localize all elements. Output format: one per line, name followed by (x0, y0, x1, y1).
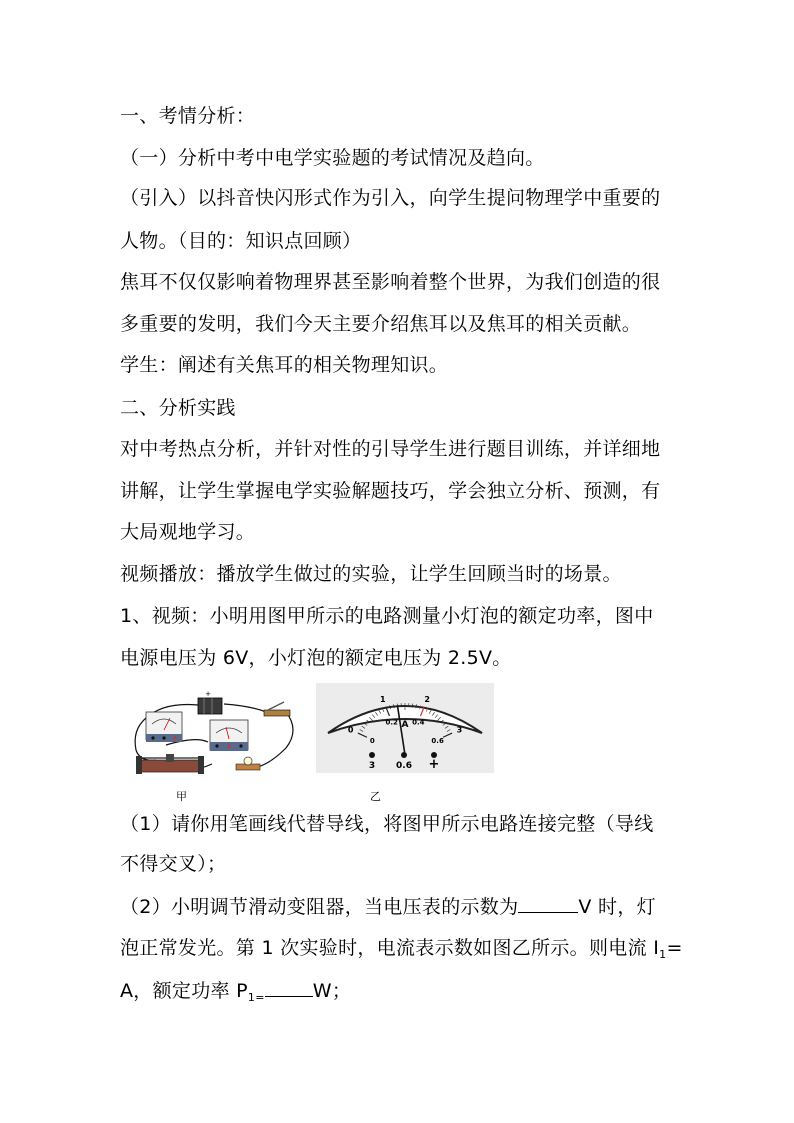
paragraph-line: 视频播放：播放学生做过的实验，让学生回顾当时的场景。 (120, 563, 622, 585)
answer-blank-power[interactable] (265, 978, 313, 997)
terminal-post (401, 752, 407, 758)
terminal-label: 0.6 (396, 761, 412, 771)
dial-top-label: 2 (424, 695, 430, 705)
subscript: 1 (659, 948, 667, 961)
question-2-text: （2）小明调节滑动变阻器，当电压表的示数为 (120, 896, 519, 918)
dial-bottom-label: 0.2 (385, 718, 398, 727)
dial-top-label: 1 (380, 695, 386, 705)
svg-text:+: + (205, 690, 211, 698)
dial-unit-letter: A (401, 720, 409, 730)
question-2-text: V 时，灯 (578, 896, 656, 918)
paragraph-line: （一）分析中考中电学实验题的考试情况及趋向。 (120, 147, 545, 169)
answer-blank-voltage[interactable] (518, 894, 578, 913)
question-2-text: W； (312, 980, 352, 1002)
paragraph-line: 多重要的发明，我们今天主要介绍焦耳以及焦耳的相关贡献。 (120, 313, 642, 335)
paragraph-line: 讲解，让学生掌握电学实验解题技巧，学会独立分析、预测，有 (120, 480, 661, 502)
figure-caption-right: 乙 (370, 790, 381, 803)
paragraph-line: 学生：阐述有关焦耳的相关物理知识。 (120, 354, 449, 376)
rheostat (136, 754, 204, 774)
question-intro: 1、视频：小明用图甲所示的电路测量小灯泡的额定功率，图中 (120, 605, 654, 627)
wire (224, 704, 266, 712)
lamp (236, 757, 260, 770)
wire (250, 712, 293, 768)
question-1-cont: 不得交叉）； (120, 853, 227, 875)
section-heading-1: 一、考情分析： (120, 105, 256, 127)
question-2-text: A，额定功率 P (120, 980, 248, 1002)
dial-top-label: 0 (347, 725, 354, 735)
paragraph-line: 大局观地学习。 (120, 521, 256, 543)
ammeter (210, 720, 248, 751)
figure-caption-left: 甲 (176, 790, 187, 803)
battery (198, 690, 222, 714)
dial-top-label: 3 (456, 725, 463, 735)
paragraph-line: （引入）以抖音快闪形式作为引入，向学生提问物理学中重要的 (120, 187, 661, 209)
terminal-label: + (428, 757, 440, 772)
question-2-cont (120, 936, 683, 967)
question-2 (120, 894, 656, 919)
terminal-label: 3 (368, 761, 376, 771)
ammeter-dial-figure (316, 683, 494, 773)
paragraph-line: 对中考热点分析，并针对性的引导学生进行题目训练，并详细地 (120, 438, 661, 460)
dial-bottom-label: 0.6 (431, 736, 444, 745)
section-heading-2: 二、分析实践 (120, 397, 236, 419)
terminal-post (369, 752, 375, 758)
question-1: （1）请你用笔画线代替导线，将图甲所示电路连接完整（导线 (120, 813, 654, 835)
dial-bottom-label: 0 (369, 736, 375, 745)
question-2-text: = (666, 937, 683, 959)
paragraph-line: 焦耳不仅仅影响着物理界甚至影响着整个世界，为我们创造的很 (120, 271, 661, 293)
question-intro: 电源电压为 6V，小灯泡的额定电压为 2.5V。 (120, 647, 512, 669)
subscript: 1= (247, 991, 265, 1004)
question-2-text: 泡正常发光。第 1 次实验时，电流表示数如图乙所示。则电流 I (120, 937, 660, 959)
voltmeter (146, 712, 182, 742)
dial-bottom-label: 0.4 (412, 718, 425, 727)
switch (264, 702, 290, 716)
circuit-figure (126, 690, 302, 780)
paragraph-line: 人物。（目的：知识点回顾） (120, 230, 362, 252)
question-2-cont (120, 978, 351, 1010)
